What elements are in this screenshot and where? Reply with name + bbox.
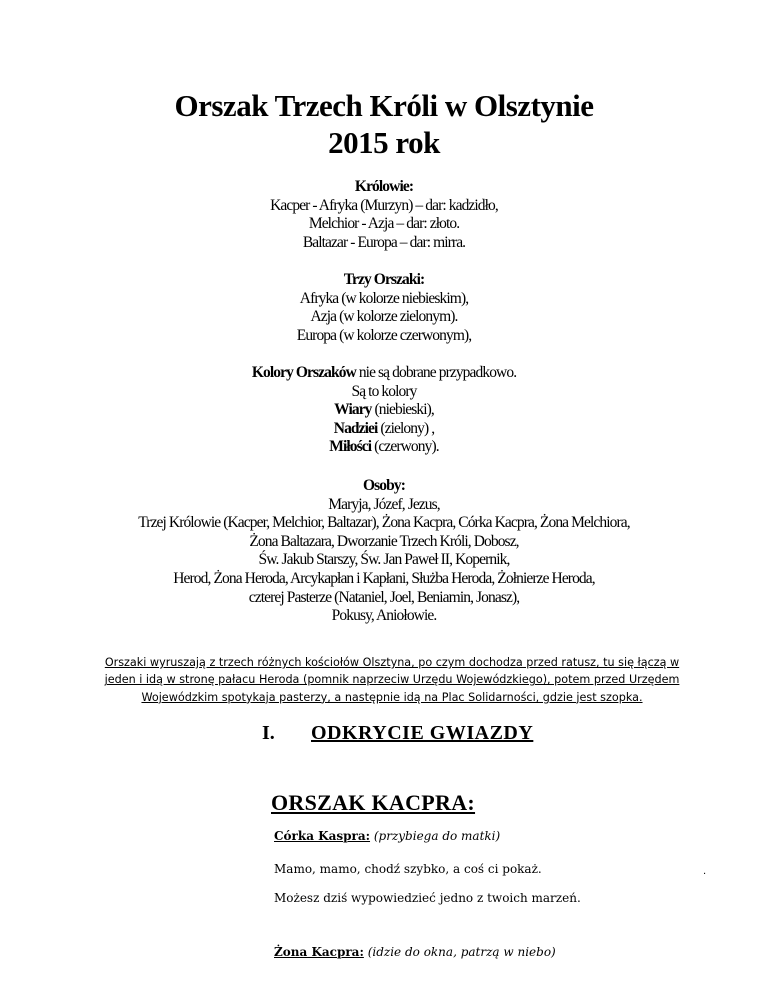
stage-direction: (przybiega do matki) bbox=[370, 829, 501, 843]
processions-section bbox=[0, 271, 768, 345]
processions-line: Azja (w kolorze zielonym). bbox=[310, 308, 458, 326]
characters-heading: Osoby: bbox=[363, 477, 405, 494]
characters-line: Trzej Królowie (Kacper, Melchior, Baltazar), Żona Kacpra, Córka Kacpra, Żona Melchiora, bbox=[138, 514, 630, 532]
speaker-name: Córka Kaspra: bbox=[274, 829, 371, 843]
characters-line: Pokusy, Aniołowie. bbox=[331, 607, 437, 625]
title-line-1: Orszak Trzech Króli w Olsztynie bbox=[174, 88, 594, 123]
color-item-name: Miłości bbox=[329, 438, 372, 456]
document-title bbox=[0, 88, 768, 124]
route-line: Wojewódzkim spotykaja pasterzy, a następnie idą na Plac Solidarności, gdzie jest szopka. bbox=[141, 690, 643, 704]
characters-line: Herod, Żona Heroda, Arcykapłan i Kapłani, Służba Heroda, Żołnierze Heroda, bbox=[173, 569, 595, 587]
dialogue-line: Mamo, mamo, chodź szybko, a coś ci pokaż. bbox=[274, 862, 542, 876]
characters-line: Maryja, Józef, Jezus, bbox=[328, 495, 440, 513]
color-item-name: Wiary bbox=[334, 401, 372, 419]
route-description bbox=[84, 654, 700, 706]
route-line: jeden i idą w stronę pałacu Heroda (pomnik naprzeciw Urzędu Wojewódzkiego), potem przed Urzędem bbox=[104, 673, 680, 687]
kings-line: Melchior - Azja – dar: złoto. bbox=[308, 215, 460, 233]
kings-line: Baltazar - Europa – dar: mirra. bbox=[302, 233, 466, 251]
colors-intro-bold: Kolory Orszaków bbox=[251, 364, 356, 381]
stage-direction: (idzie do okna, patrzą w niebo) bbox=[363, 945, 556, 959]
title-line-2: 2015 rok bbox=[328, 125, 440, 160]
colors-intro-line bbox=[0, 364, 768, 383]
color-item-value: (zielony) , bbox=[377, 419, 435, 437]
section-title: ODKRYCIE GWIAZDY bbox=[311, 722, 534, 744]
procession-heading: ORSZAK KACPRA: bbox=[271, 790, 476, 815]
dialogue-cue bbox=[274, 945, 556, 959]
characters-line: czterej Pasterze (Nataniel, Joel, Beniamin, Jonasz), bbox=[248, 588, 520, 606]
color-item bbox=[0, 401, 768, 420]
stray-mark: . bbox=[703, 866, 707, 877]
dialogue-line: Możesz dziś wypowiedzieć jedno z twoich marzeń. bbox=[274, 891, 581, 905]
colors-section bbox=[0, 364, 768, 457]
color-item bbox=[0, 438, 768, 457]
dialogue-cue bbox=[274, 829, 500, 843]
section-number: I. bbox=[262, 722, 275, 744]
characters-line: Św. Jakub Starszy, Św. Jan Paweł II, Kopernik, bbox=[258, 551, 510, 569]
color-item bbox=[0, 420, 768, 439]
characters-line: Żona Baltazara, Dworzanie Trzech Króli, Dobosz, bbox=[249, 532, 519, 550]
route-line: Orszaki wyruszają z trzech różnych kościołów Olsztyna, po czym dochodza przed ratusz, tu się łączą w bbox=[104, 656, 680, 669]
characters-section bbox=[0, 477, 768, 626]
kings-line: Kacper - Afryka (Murzyn) – dar: kadzidło, bbox=[270, 196, 498, 214]
processions-line: Afryka (w kolorze niebieskim), bbox=[299, 289, 469, 307]
processions-heading: Trzy Orszaki: bbox=[343, 271, 425, 288]
kings-heading: Królowie: bbox=[354, 178, 414, 195]
document-year bbox=[0, 125, 768, 161]
colors-intro-rest: nie są dobrane przypadkowo. bbox=[355, 364, 517, 381]
color-item-value: (czerwony). bbox=[371, 438, 439, 456]
color-item-name: Nadziei bbox=[333, 419, 378, 437]
color-item-value: (niebieski), bbox=[371, 401, 434, 419]
speaker-name: Żona Kacpra: bbox=[274, 945, 364, 959]
kings-section bbox=[0, 178, 768, 252]
processions-line: Europa (w kolorze czerwonym), bbox=[296, 326, 472, 344]
colors-line: Są to kolory bbox=[351, 382, 417, 400]
